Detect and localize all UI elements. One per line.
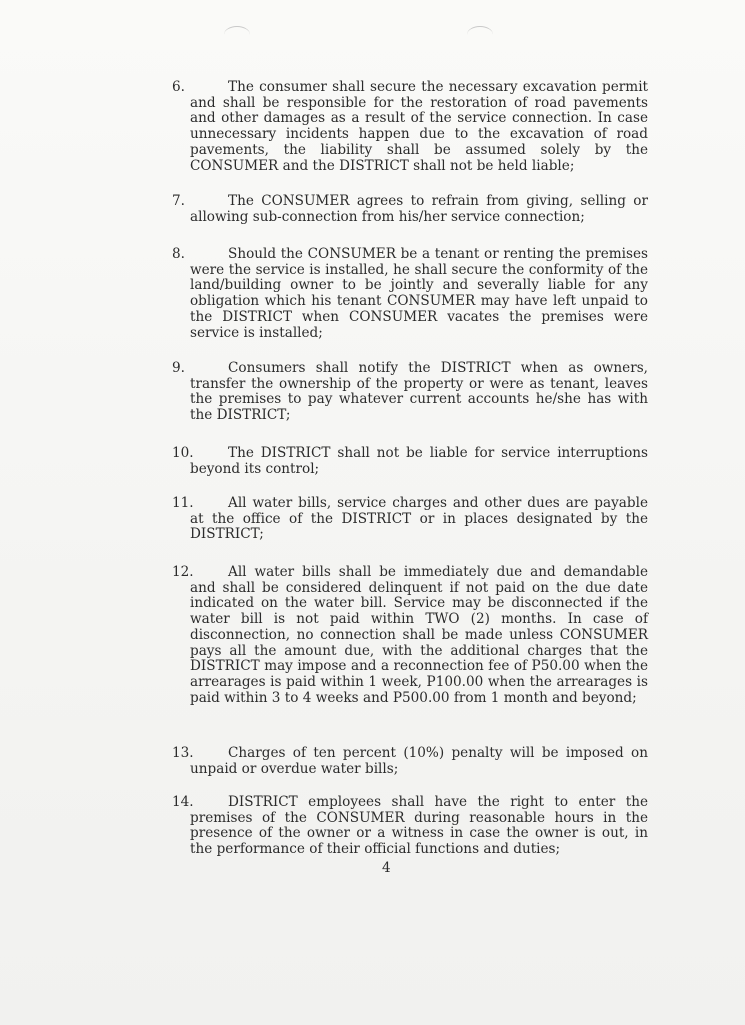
clause-12 — [172, 565, 648, 706]
clause-number: 9. — [172, 360, 185, 376]
clause-text: The DISTRICT shall not be liable for service interruptions beyond its control; — [190, 445, 648, 477]
clause-6 — [172, 80, 648, 174]
clause-number: 8. — [172, 246, 185, 262]
clause-10 — [172, 446, 648, 477]
clause-number: 14. — [172, 794, 194, 810]
punch-hole-right — [467, 26, 493, 43]
clause-number: 12. — [172, 564, 194, 580]
clause-text: All water bills shall be immediately due and demandable and shall be considered delinquent if not paid on the due date indicated on the water bill. Service may be disconnected if the water bill is not paid within TWO (2) months. In case of disconnection, no connection shall be made unless CONSUMER pays all the amount due, with the additional charges that the DISTRICT may impose and a reconnection fee of P50.00 when the arrearages is paid within 1 week, P100.00 when the arrearages is paid within 3 to 4 weeks and P500.00 from 1 month and beyond; — [190, 564, 648, 706]
clause-text: All water bills, service charges and other dues are payable at the office of the DISTRICT or in places designated by the DISTRICT; — [190, 495, 648, 543]
clause-text: The consumer shall secure the necessary excavation permit and shall be responsible for the restoration of road pavements and other damages as a result of the service connection. In case unnecessary incidents happen due to the excavation of road pavements, the liability shall be assumed solely by the CONSUMER and the DISTRICT shall not be held liable; — [190, 79, 648, 174]
clause-number: 11. — [172, 495, 194, 511]
clause-7 — [172, 194, 648, 225]
clause-number: 6. — [172, 79, 185, 95]
clause-11 — [172, 496, 648, 543]
clause-14 — [172, 795, 648, 858]
clause-text: Should the CONSUMER be a tenant or renting the premises were the service is installed, he shall secure the conformity of the land/building owner to be jointly and severally liable for any obligation which his tenant CONSUMER may have left unpaid to the DISTRICT when CONSUMER vacates the premises were service is installed; — [190, 246, 648, 341]
punch-hole-left — [224, 26, 250, 43]
clause-9 — [172, 361, 648, 424]
clause-text: The CONSUMER agrees to refrain from giving, selling or allowing sub-connection from his/her service connection; — [190, 193, 648, 225]
clause-number: 10. — [172, 445, 194, 461]
clause-text: Consumers shall notify the DISTRICT when as owners, transfer the ownership of the property or were as tenant, leaves the premises to pay whatever current accounts he/she has with the DISTRICT; — [190, 360, 648, 424]
clause-number: 7. — [172, 193, 185, 209]
clause-number: 13. — [172, 745, 194, 761]
clause-13 — [172, 746, 648, 777]
clause-8 — [172, 247, 648, 341]
clause-text: Charges of ten percent (10%) penalty will be imposed on unpaid or overdue water bills; — [190, 745, 648, 777]
page-number: 4 — [382, 860, 391, 876]
clause-text: DISTRICT employees shall have the right to enter the premises of the CONSUMER during reasonable hours in the presence of the owner or a witness in case the owner is out, in the performance of their official functions and duties; — [190, 794, 648, 858]
